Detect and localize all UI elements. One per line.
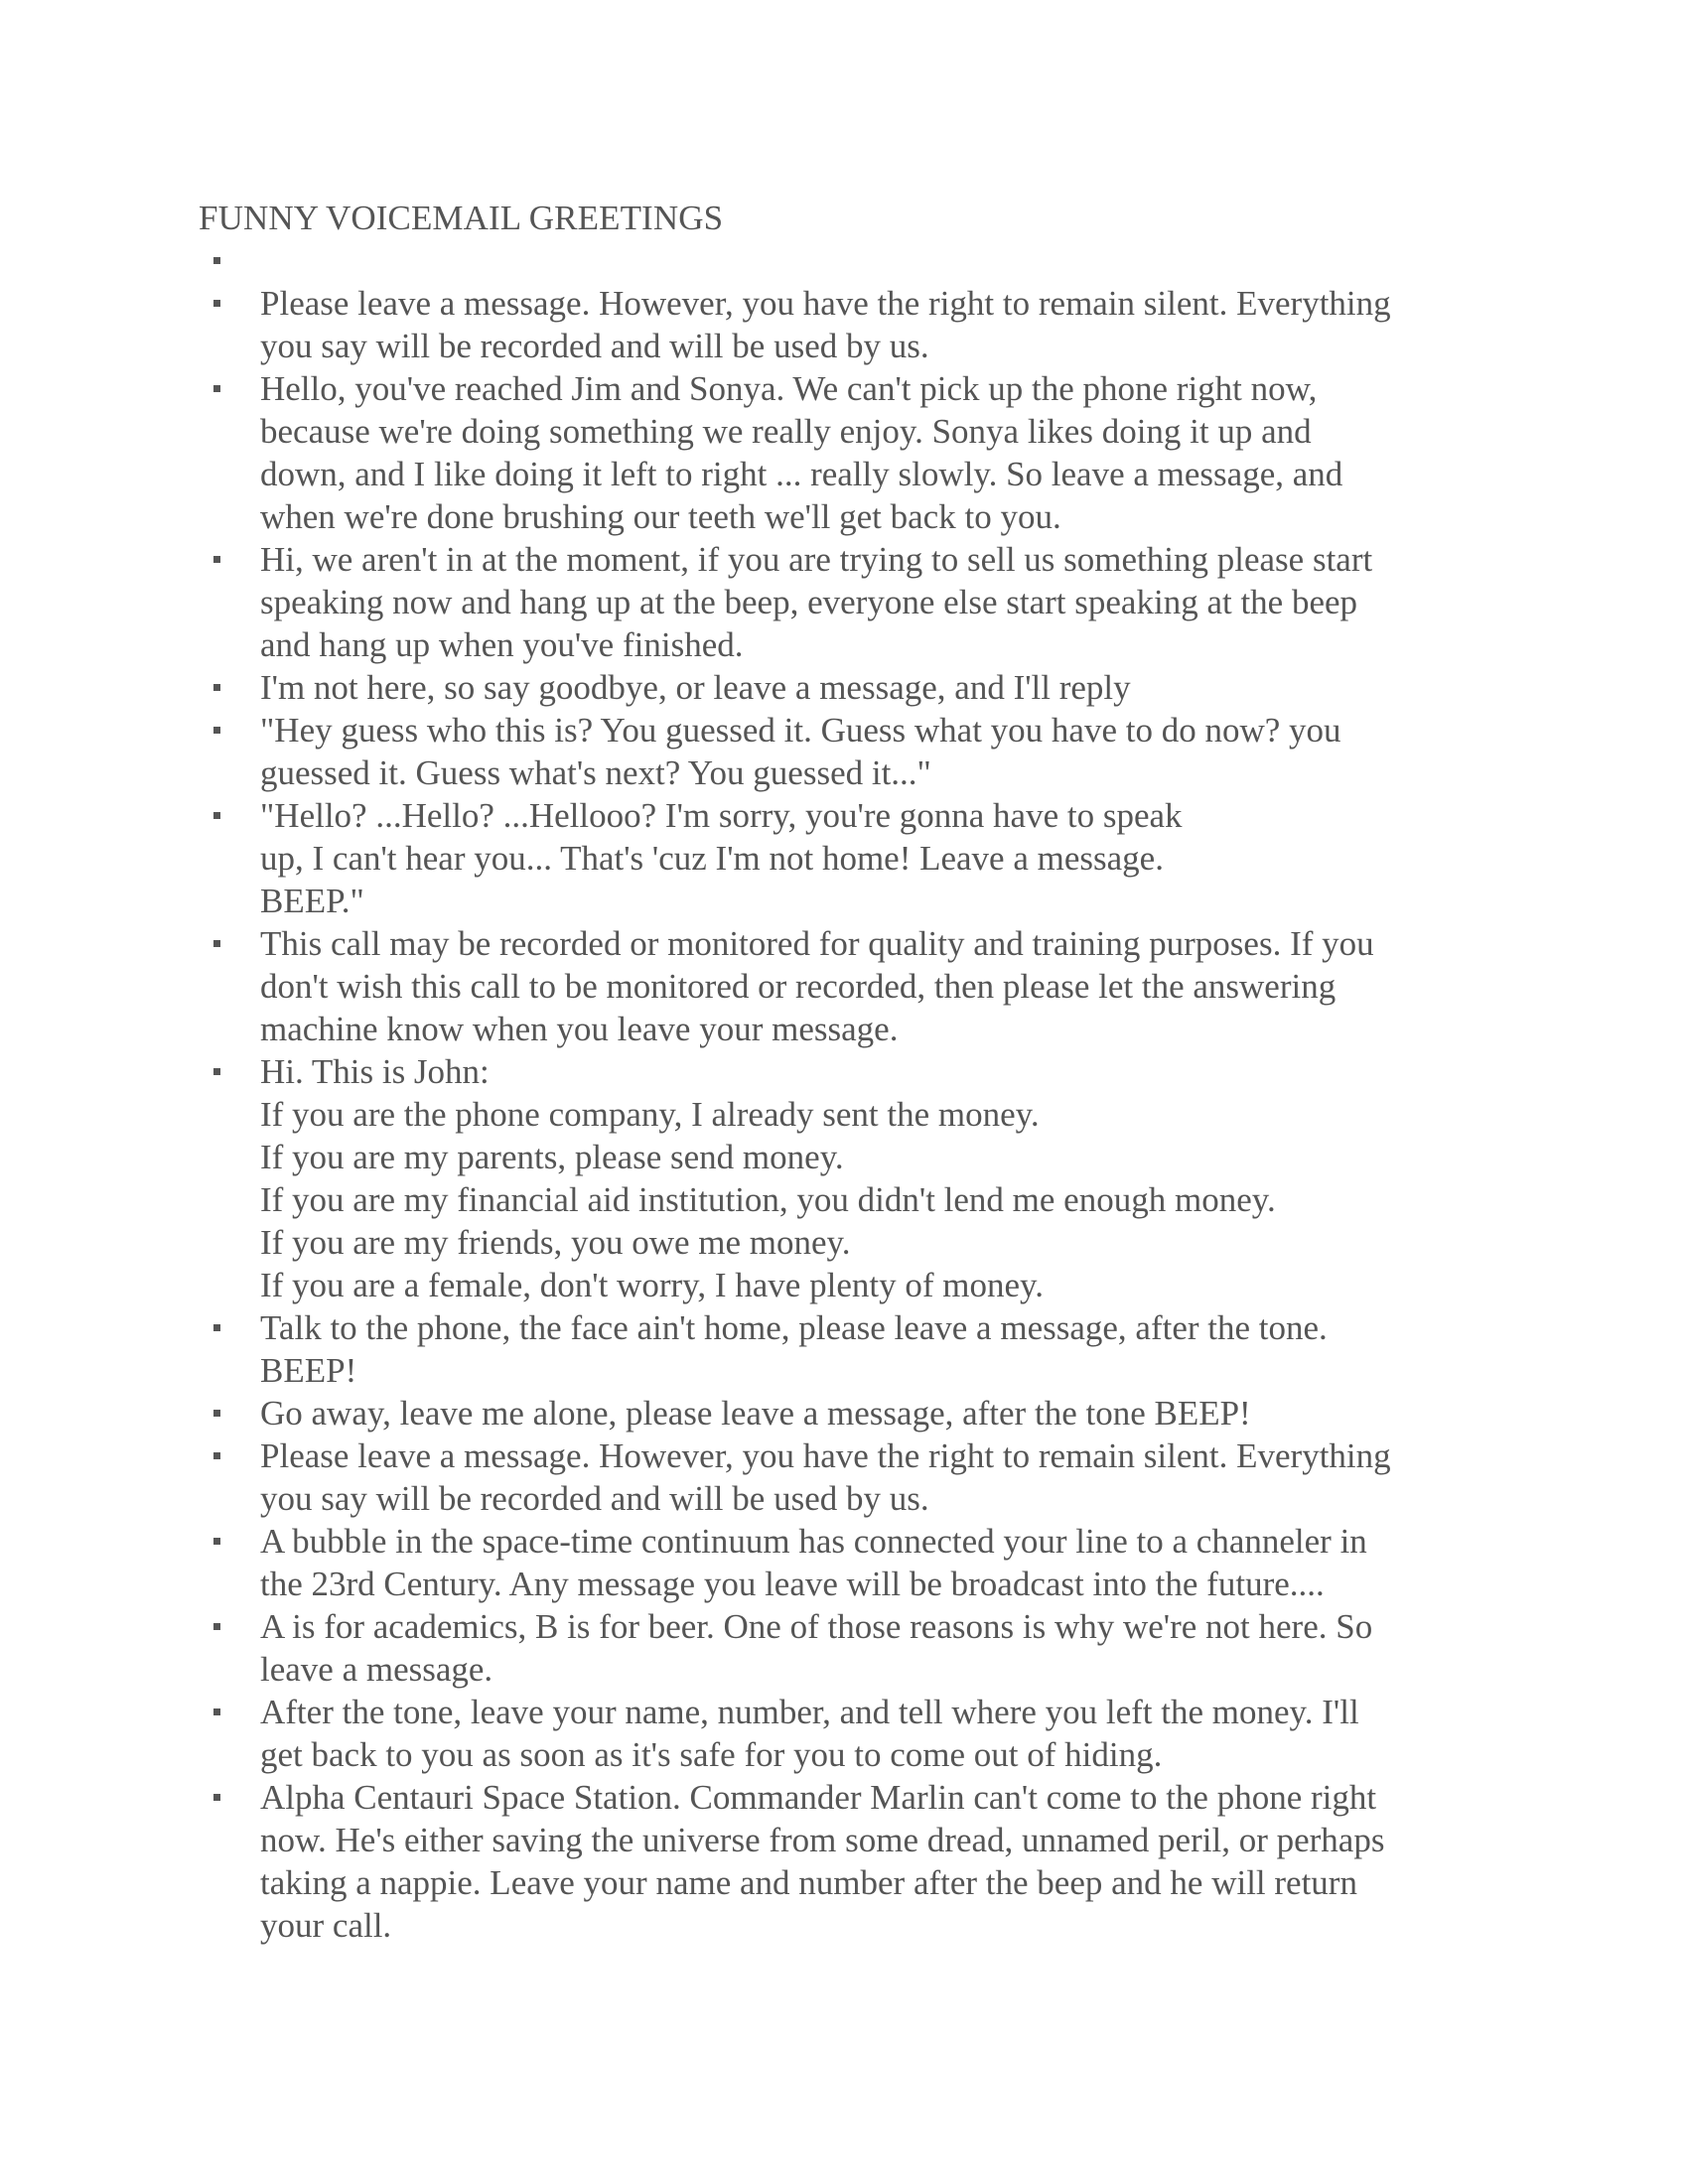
square-bullet-icon bbox=[213, 812, 220, 819]
list-item-line: the 23rd Century. Any message you leave will be broadcast into the future.... bbox=[260, 1565, 1325, 1603]
list-item-line: This call may be recorded or monitored for quality and training purposes. If you bbox=[260, 924, 1374, 963]
list-item-line: If you are a female, don't worry, I have plenty of money. bbox=[260, 1266, 1044, 1304]
list-item-line: leave a message. bbox=[260, 1650, 493, 1689]
list-item-line: now. He's either saving the universe from some dread, unnamed peril, or perhaps bbox=[260, 1821, 1385, 1859]
square-bullet-icon bbox=[213, 1538, 220, 1545]
list-item-line: because we're doing something we really enjoy. Sonya likes doing it up and bbox=[260, 412, 1312, 451]
list-item bbox=[199, 1691, 1479, 1776]
list-item-line: "Hello? ...Hello? ...Hellooo? I'm sorry, you're gonna have to speak bbox=[260, 796, 1183, 835]
list-item-line: If you are my financial aid institution, you didn't lend me enough money. bbox=[260, 1180, 1276, 1219]
square-bullet-icon bbox=[213, 1452, 220, 1459]
list-item bbox=[199, 1605, 1479, 1691]
square-bullet-icon bbox=[213, 556, 220, 563]
list-item-line: "Hey guess who this is? You guessed it. Guess what you have to do now? you bbox=[260, 711, 1341, 750]
list-item bbox=[199, 1776, 1479, 1947]
list-item-line: get back to you as soon as it's safe for you to come out of hiding. bbox=[260, 1735, 1163, 1774]
list-item bbox=[199, 282, 1479, 367]
list-item-line: Please leave a message. However, you have the right to remain silent. Everything bbox=[260, 1436, 1391, 1475]
list-item-line: Alpha Centauri Space Station. Commander Marlin can't come to the phone right bbox=[260, 1778, 1377, 1817]
list-item-line: BEEP." bbox=[260, 882, 364, 920]
list-item bbox=[199, 239, 1479, 282]
list-item bbox=[199, 1306, 1479, 1392]
square-bullet-icon bbox=[213, 385, 220, 392]
list-item-line: If you are my parents, please send money. bbox=[260, 1138, 844, 1176]
list-item bbox=[199, 1434, 1479, 1520]
square-bullet-icon bbox=[213, 1708, 220, 1715]
list-item-line: After the tone, leave your name, number, and tell where you left the money. I'll bbox=[260, 1693, 1359, 1731]
list-item bbox=[199, 1050, 1479, 1306]
list-item bbox=[199, 1392, 1479, 1434]
list-item-line: Hi. This is John: bbox=[260, 1052, 490, 1091]
list-item bbox=[199, 922, 1479, 1050]
square-bullet-icon bbox=[213, 300, 220, 307]
square-bullet-icon bbox=[213, 1324, 220, 1331]
list-item-line: and hang up when you've finished. bbox=[260, 625, 744, 664]
list-item-line: Talk to the phone, the face ain't home, please leave a message, after the tone. bbox=[260, 1308, 1328, 1347]
document-title: FUNNY VOICEMAIL GREETINGS bbox=[199, 199, 724, 237]
square-bullet-icon bbox=[213, 1794, 220, 1801]
square-bullet-icon bbox=[213, 684, 220, 691]
document-page bbox=[199, 197, 1489, 1947]
list-item bbox=[199, 794, 1479, 922]
list-item-line: speaking now and hang up at the beep, everyone else start speaking at the beep bbox=[260, 583, 1358, 621]
list-item-line: Please leave a message. However, you have the right to remain silent. Everything bbox=[260, 284, 1391, 323]
list-item-line: BEEP! bbox=[260, 1351, 357, 1390]
square-bullet-icon bbox=[213, 1068, 220, 1075]
list-item-line: I'm not here, so say goodbye, or leave a message, and I'll reply bbox=[260, 668, 1131, 707]
list-item-line: A bubble in the space-time continuum has connected your line to a channeler in bbox=[260, 1522, 1367, 1561]
list-item bbox=[199, 666, 1479, 709]
list-item-line: down, and I like doing it left to right ... really slowly. So leave a message, and bbox=[260, 455, 1343, 493]
square-bullet-icon bbox=[213, 940, 220, 947]
list-item-line: you say will be recorded and will be used by us. bbox=[260, 1479, 929, 1518]
list-item-line: If you are my friends, you owe me money. bbox=[260, 1223, 851, 1262]
list-item bbox=[199, 367, 1479, 538]
list-item-line: guessed it. Guess what's next? You guessed it..." bbox=[260, 753, 931, 792]
list-item-line: taking a nappie. Leave your name and number after the beep and he will return bbox=[260, 1863, 1357, 1902]
square-bullet-icon bbox=[213, 257, 220, 264]
list-item bbox=[199, 538, 1479, 666]
square-bullet-icon bbox=[213, 1623, 220, 1630]
list-item bbox=[199, 1520, 1479, 1605]
list-item-line: If you are the phone company, I already sent the money. bbox=[260, 1095, 1040, 1134]
list-item-line: machine know when you leave your message. bbox=[260, 1010, 899, 1048]
list-item-line: Hi, we aren't in at the moment, if you are trying to sell us something please start bbox=[260, 540, 1373, 579]
square-bullet-icon bbox=[213, 1410, 220, 1417]
list-item bbox=[199, 709, 1479, 794]
list-item-line: when we're done brushing our teeth we'll get back to you. bbox=[260, 497, 1061, 536]
square-bullet-icon bbox=[213, 727, 220, 734]
list-item-line: your call. bbox=[260, 1906, 392, 1945]
list-item-line: A is for academics, B is for beer. One of those reasons is why we're not here. So bbox=[260, 1607, 1373, 1646]
list-item-line: Hello, you've reached Jim and Sonya. We can't pick up the phone right now, bbox=[260, 369, 1318, 408]
list-item-line: you say will be recorded and will be used by us. bbox=[260, 327, 929, 365]
greetings-list bbox=[199, 239, 1489, 1947]
list-item-line: don't wish this call to be monitored or recorded, then please let the answering bbox=[260, 967, 1336, 1006]
list-item-line: Go away, leave me alone, please leave a message, after the tone BEEP! bbox=[260, 1394, 1251, 1433]
list-item-line: up, I can't hear you... That's 'cuz I'm not home! Leave a message. bbox=[260, 839, 1164, 878]
